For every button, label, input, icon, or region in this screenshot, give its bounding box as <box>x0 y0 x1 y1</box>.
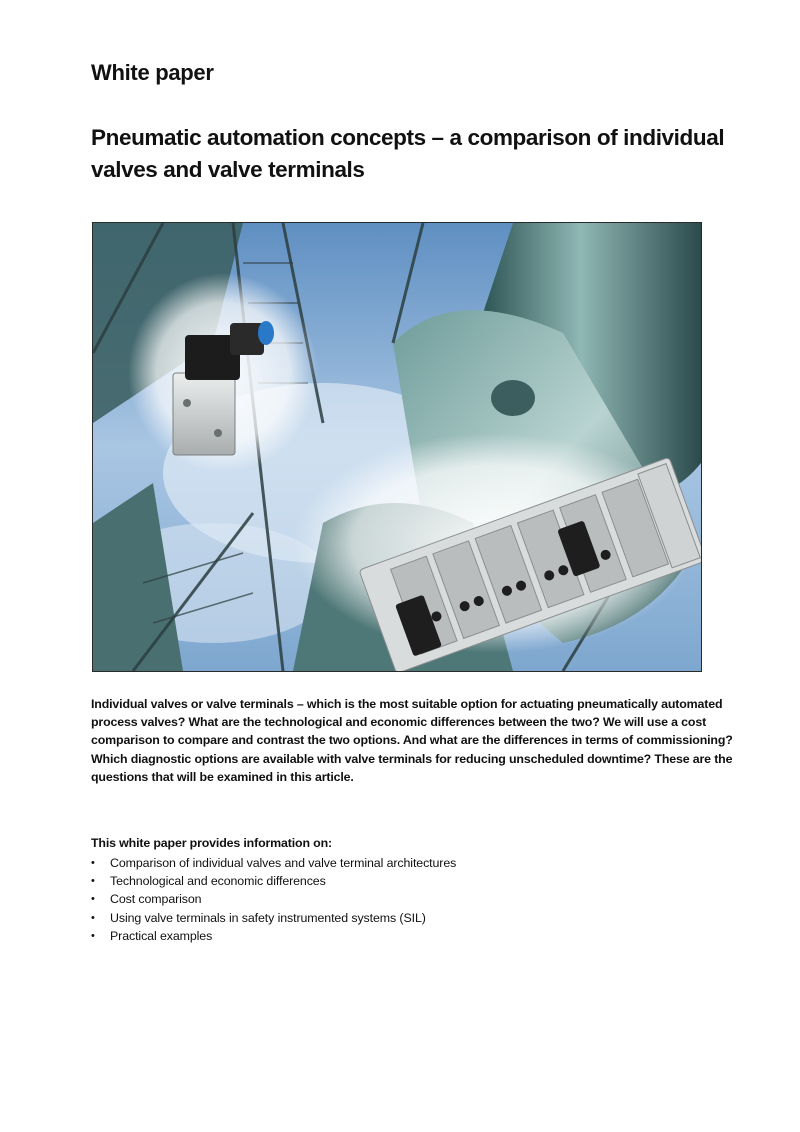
list-item-text: Practical examples <box>110 928 213 943</box>
info-list <box>91 854 456 945</box>
info-list-heading: This white paper provides information on: <box>91 836 332 850</box>
industrial-plant-photo-icon <box>93 223 701 671</box>
list-item-text: Technological and economic differences <box>110 874 326 889</box>
intro-paragraph: Individual valves or valve terminals – which is the most suitable option for actuating pneumatically automated process valves? What are the technological and economic differences between the two? We will use a cost comparison to compare and contrast the two options. And what are the differences in terms of commissioning? Which diagnostic options are available with valve terminals for reducing unscheduled downtime? These are the questions that will be examined in this article. <box>91 697 733 784</box>
list-item <box>91 909 456 927</box>
bullet-icon: • <box>91 875 95 888</box>
list-item-text: Cost comparison <box>110 892 202 907</box>
list-item <box>91 890 456 908</box>
list-item <box>91 927 456 945</box>
list-item <box>91 854 456 872</box>
hero-image <box>92 222 702 672</box>
list-item <box>91 872 456 890</box>
bullet-icon: • <box>91 929 95 942</box>
list-item-text: Using valve terminals in safety instrumented systems (SIL) <box>110 910 426 925</box>
page-label: White paper <box>91 60 214 85</box>
document-title: Pneumatic automation concepts – a comparison of individual valves and valve terminals <box>91 125 725 182</box>
bullet-icon: • <box>91 893 95 906</box>
bullet-icon: • <box>91 857 95 869</box>
list-item-text: Comparison of individual valves and valve terminal architectures <box>110 856 457 870</box>
bullet-icon: • <box>91 911 95 924</box>
